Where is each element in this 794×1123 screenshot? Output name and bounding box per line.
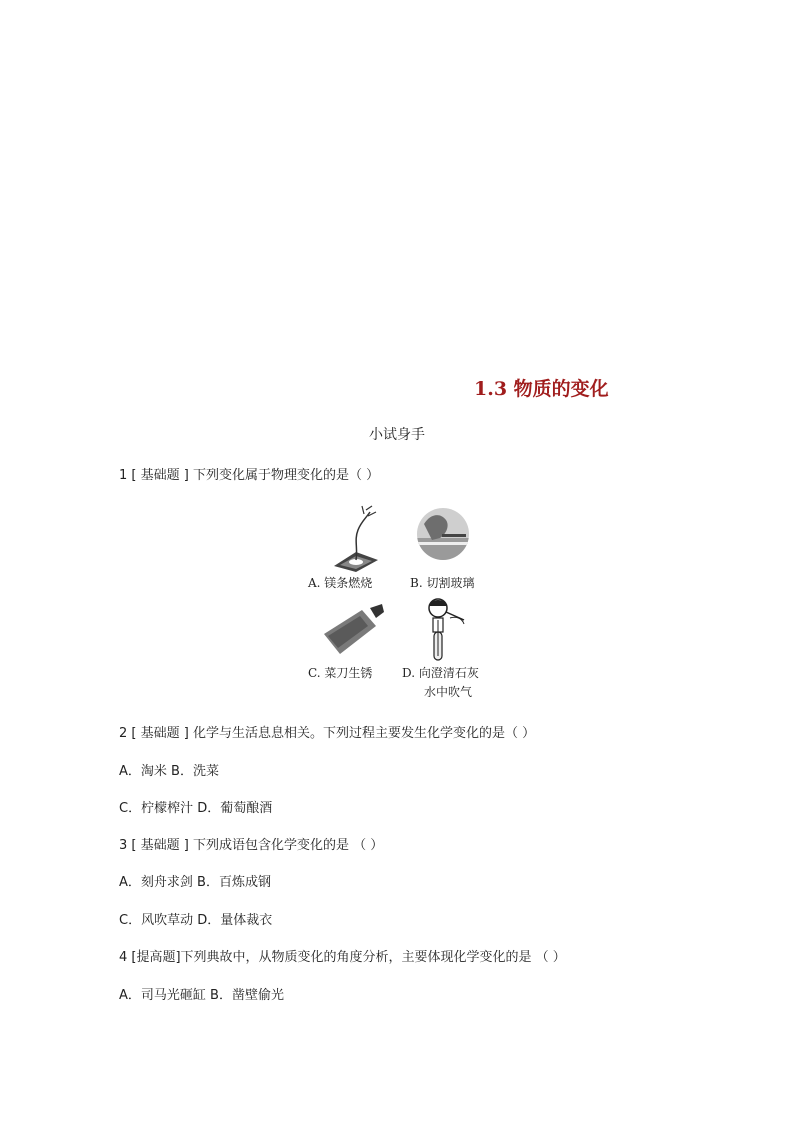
question-2-options-1: A．淘米 B．洗菜 (119, 764, 219, 779)
question-2-stem: 2 [ 基础题 ] 化学与生活息息相关。下列过程主要发生化学变化的是（ ） (119, 726, 536, 741)
question-4-stem: 4 [提高题]下列典故中，从物质变化的角度分析，主要体现化学变化的是 （ ） (119, 950, 566, 965)
option-a-caption: A. 镁条燃烧 (308, 576, 373, 590)
option-b-caption: B. 切割玻璃 (410, 576, 475, 590)
magnesium-burning-image (328, 504, 384, 572)
cutting-glass-image (416, 504, 470, 564)
option-c-caption: C. 菜刀生锈 (308, 666, 373, 680)
question-3-options-2: C．风吹草动 D．量体裁衣 (119, 913, 273, 928)
question-1-stem: 1 [ 基础题 ] 下列变化属于物理变化的是（ ） (119, 468, 380, 483)
question-3-options-1: A．刻舟求剑 B．百炼成钢 (119, 875, 271, 890)
blowing-limewater-image (418, 596, 474, 662)
option-d-caption-line2: 水中吹气 (424, 685, 473, 699)
question-2-options-2: C．柠檬榨汁 D．葡萄酿酒 (119, 801, 273, 816)
question-1-figure (300, 502, 500, 702)
section-title: 小试身手 (369, 427, 425, 443)
question-4-options-1: A．司马光砸缸 B．凿壁偷光 (119, 988, 284, 1003)
rusty-knife-image (320, 604, 384, 658)
question-3-stem: 3 [ 基础题 ] 下列成语包含化学变化的是 （ ） (119, 838, 384, 853)
page-title: 1.3 物质的变化 (474, 378, 609, 400)
option-d-caption: D. 向澄清石灰 (402, 666, 479, 680)
